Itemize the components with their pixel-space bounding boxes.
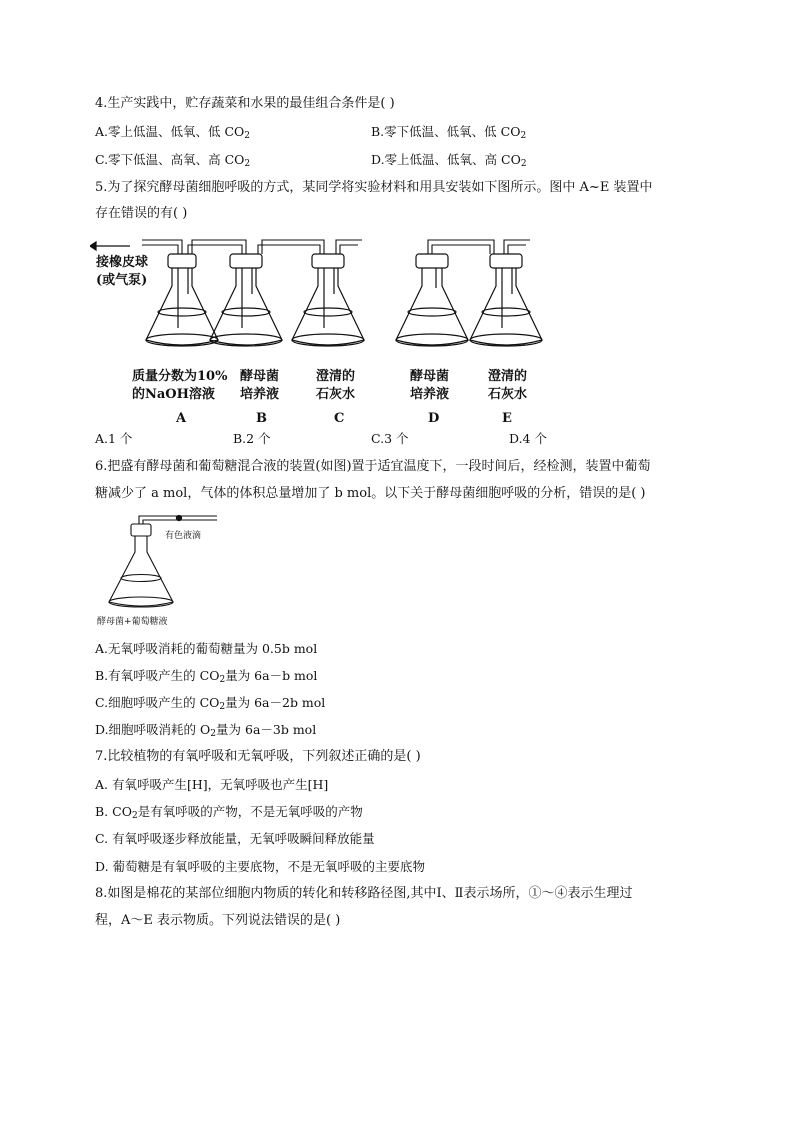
q5-stem-line1: 5.为了探究酵母菌细胞呼吸的方式，某同学将实验材料和用具安装如下图所示。图中 A~E 装置中 bbox=[95, 180, 653, 195]
q7-option-d: D. 葡萄糖是有氧呼吸的主要底物，不是无氧呼吸的主要底物 bbox=[95, 859, 426, 874]
flask-a-caption-line2: 的NaOH溶液 bbox=[132, 387, 215, 402]
droplet-label: 有色液滴 bbox=[165, 531, 202, 541]
q4-option-d: D.零上低温、低氧、高 $CO_2$ bbox=[371, 152, 527, 169]
q6-option-c: C.细胞呼吸产生的 $CO_2$量为 6a－2b mol bbox=[95, 695, 326, 712]
q7-option-b: B. $CO_2$是有氧呼吸的产物，不是无氧呼吸的产物 bbox=[95, 804, 363, 821]
q4-option-a: A.零上低温、低氧、低 $CO_2$ bbox=[95, 124, 251, 141]
q4-stem: 4.生产实践中，贮存蔬菜和水果的最佳组合条件是( ) bbox=[95, 96, 395, 111]
flask-e-caption-line2: 石灰水 bbox=[488, 387, 528, 402]
flask-e-letter: E bbox=[502, 411, 512, 426]
q5-option-d: D.4 个 bbox=[509, 431, 547, 446]
flask-b-caption-line2: 培养液 bbox=[240, 387, 280, 402]
q6-stem-line1: 6.把盛有酵母菌和葡萄糖混合液的装置(如图)置于适宜温度下，一段时间后，经检测，装置中葡萄 bbox=[95, 459, 651, 474]
q5-option-a: A.1 个 bbox=[95, 431, 133, 446]
q6-option-d: D.细胞呼吸消耗的 $O_2$量为 6a－3b mol bbox=[95, 722, 317, 739]
inlet-arrow bbox=[90, 242, 130, 250]
flask-e bbox=[470, 254, 542, 346]
q4-option-b: B.零下低温、低氧、低 $CO_2$ bbox=[371, 124, 527, 141]
q8-stem-line1: 8.如图是棉花的某部位细胞内物质的转化和转移路径图,其中Ⅰ、Ⅱ表示场所，①～④表示生理过 bbox=[95, 886, 633, 901]
flask-a bbox=[146, 254, 218, 346]
flask-c-letter: C bbox=[334, 411, 345, 426]
flask-e-caption-line1: 澄清的 bbox=[488, 369, 528, 384]
q7-option-c: C. 有氧呼吸逐步释放能量，无氧呼吸瞬间释放能量 bbox=[95, 831, 375, 846]
flask-d-caption-line1: 酵母菌 bbox=[410, 369, 450, 384]
q6-option-b: B.有氧呼吸产生的 $CO_2$量为 6a－b mol bbox=[95, 668, 318, 685]
flask-d bbox=[396, 254, 468, 346]
q8-stem-line2: 程，A～E 表示物质。下列说法错误的是( ) bbox=[95, 913, 341, 928]
flask-c-caption-line2: 石灰水 bbox=[316, 387, 356, 402]
flask-b-letter: B bbox=[256, 411, 267, 426]
flask-d-letter: D bbox=[428, 411, 440, 426]
flask-a-caption-line1: 质量分数为10% bbox=[132, 369, 228, 384]
q4-option-c: C.零下低温、高氧、高 $CO_2$ bbox=[95, 152, 251, 169]
q5-option-b: B.2 个 bbox=[233, 431, 271, 446]
q5-apparatus-figure bbox=[90, 228, 550, 428]
flask-b bbox=[210, 254, 282, 346]
q5-option-c: C.3 个 bbox=[371, 431, 409, 446]
flask-b-caption-line1: 酵母菌 bbox=[240, 369, 280, 384]
pump-label-line2: (或气泵) bbox=[96, 273, 148, 288]
q6-option-a: A.无氧呼吸消耗的葡萄糖量为 0.5b mol bbox=[95, 641, 318, 656]
flask-contents-label: 酵母菌+葡萄糖液 bbox=[97, 617, 168, 627]
flask-c bbox=[292, 254, 364, 346]
q7-option-a: A. 有氧呼吸产生[H]，无氧呼吸也产生[H] bbox=[95, 777, 329, 792]
q5-stem-line2: 存在错误的有( ) bbox=[95, 206, 188, 221]
connecting-tubes bbox=[142, 240, 530, 254]
colored-droplet bbox=[176, 515, 181, 520]
q6-apparatus-figure bbox=[95, 510, 235, 628]
q7-stem: 7.比较植物的有氧呼吸和无氧呼吸，下列叙述正确的是( ) bbox=[95, 749, 421, 764]
flask-c-caption-line1: 澄清的 bbox=[316, 369, 356, 384]
pump-label-line1: 接橡皮球 bbox=[96, 255, 149, 270]
flask-d-caption-line2: 培养液 bbox=[410, 387, 450, 402]
q6-stem-line2: 糖减少了 a mol，气体的体积总量增加了 b mol。以下关于酵母菌细胞呼吸的分析，错误的是( ) bbox=[95, 486, 646, 501]
flask-a-letter: A bbox=[176, 411, 187, 426]
